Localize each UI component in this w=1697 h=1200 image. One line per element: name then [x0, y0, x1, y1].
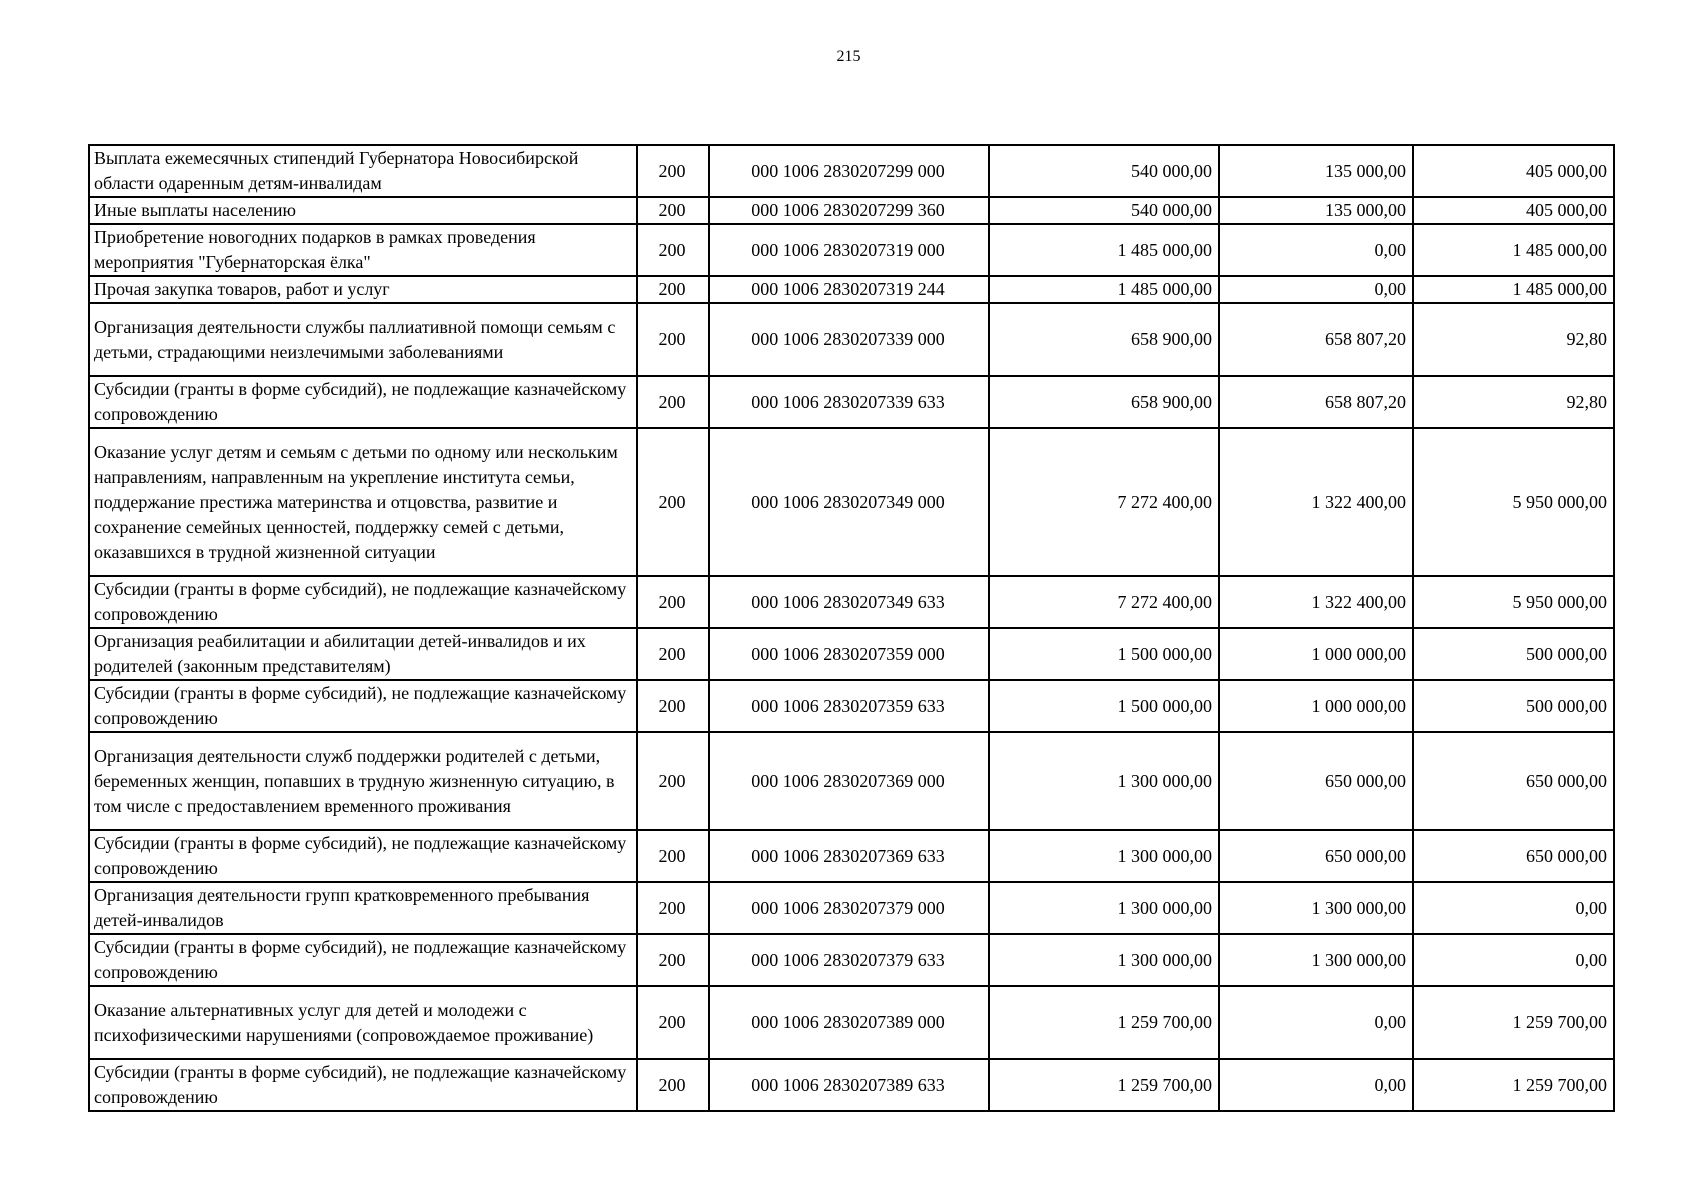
- row-approved-cell: 658 900,00: [989, 303, 1219, 376]
- row-executed-cell: 1 300 000,00: [1219, 882, 1413, 934]
- row-approved-cell: 1 300 000,00: [989, 732, 1219, 830]
- row-kbk-cell: 000 1006 2830207379 000: [709, 882, 989, 934]
- row-executed-cell: 0,00: [1219, 224, 1413, 276]
- row-remaining-cell: 405 000,00: [1413, 145, 1614, 197]
- table-row: [89, 732, 1614, 830]
- table-row: [89, 145, 1614, 197]
- row-approved-cell: 1 485 000,00: [989, 276, 1219, 303]
- row-code-cell: 200: [637, 1059, 709, 1111]
- row-approved-cell: 1 500 000,00: [989, 628, 1219, 680]
- row-name-cell: Субсидии (гранты в форме субсидий), не подлежащие казначейскому сопровождению: [89, 680, 637, 732]
- row-kbk-cell: 000 1006 2830207339 633: [709, 376, 989, 428]
- row-code-cell: 200: [637, 276, 709, 303]
- table-row: [89, 934, 1614, 986]
- row-kbk-cell: 000 1006 2830207379 633: [709, 934, 989, 986]
- row-executed-cell: 658 807,20: [1219, 376, 1413, 428]
- row-kbk-cell: 000 1006 2830207369 000: [709, 732, 989, 830]
- row-approved-cell: 1 500 000,00: [989, 680, 1219, 732]
- row-remaining-cell: 0,00: [1413, 934, 1614, 986]
- row-code-cell: 200: [637, 197, 709, 224]
- row-kbk-cell: 000 1006 2830207389 000: [709, 986, 989, 1059]
- row-executed-cell: 1 322 400,00: [1219, 576, 1413, 628]
- row-name-cell: Субсидии (гранты в форме субсидий), не подлежащие казначейскому сопровождению: [89, 830, 637, 882]
- row-code-cell: 200: [637, 576, 709, 628]
- row-remaining-cell: 5 950 000,00: [1413, 576, 1614, 628]
- row-code-cell: 200: [637, 145, 709, 197]
- row-executed-cell: 135 000,00: [1219, 145, 1413, 197]
- table-row: [89, 628, 1614, 680]
- row-remaining-cell: 1 485 000,00: [1413, 224, 1614, 276]
- budget-execution-table: [88, 144, 1615, 1112]
- table-row: [89, 428, 1614, 576]
- row-kbk-cell: 000 1006 2830207319 000: [709, 224, 989, 276]
- row-remaining-cell: 650 000,00: [1413, 732, 1614, 830]
- row-executed-cell: 0,00: [1219, 986, 1413, 1059]
- row-kbk-cell: 000 1006 2830207359 633: [709, 680, 989, 732]
- row-executed-cell: 1 322 400,00: [1219, 428, 1413, 576]
- row-kbk-cell: 000 1006 2830207389 633: [709, 1059, 989, 1111]
- row-name-cell: Оказание альтернативных услуг для детей и молодежи с психофизическими нарушениями (сопровождаемое проживание): [89, 986, 637, 1059]
- row-approved-cell: 1 300 000,00: [989, 830, 1219, 882]
- row-remaining-cell: 1 485 000,00: [1413, 276, 1614, 303]
- row-kbk-cell: 000 1006 2830207339 000: [709, 303, 989, 376]
- row-remaining-cell: 92,80: [1413, 376, 1614, 428]
- row-approved-cell: 540 000,00: [989, 197, 1219, 224]
- row-kbk-cell: 000 1006 2830207369 633: [709, 830, 989, 882]
- table-row: [89, 1059, 1614, 1111]
- row-name-cell: Организация деятельности служб поддержки родителей с детьми, беременных женщин, попавших в трудную жизненную ситуацию, в том числе с предоставлением временного проживания: [89, 732, 637, 830]
- row-code-cell: 200: [637, 934, 709, 986]
- row-code-cell: 200: [637, 830, 709, 882]
- table-row: [89, 882, 1614, 934]
- row-name-cell: Приобретение новогодних подарков в рамках проведения мероприятия "Губернаторская ёлка": [89, 224, 637, 276]
- row-remaining-cell: 5 950 000,00: [1413, 428, 1614, 576]
- row-name-cell: Иные выплаты населению: [89, 197, 637, 224]
- row-code-cell: 200: [637, 882, 709, 934]
- row-code-cell: 200: [637, 376, 709, 428]
- row-executed-cell: 658 807,20: [1219, 303, 1413, 376]
- row-code-cell: 200: [637, 628, 709, 680]
- row-remaining-cell: 650 000,00: [1413, 830, 1614, 882]
- row-code-cell: 200: [637, 303, 709, 376]
- row-code-cell: 200: [637, 680, 709, 732]
- table-row: [89, 576, 1614, 628]
- row-executed-cell: 0,00: [1219, 276, 1413, 303]
- row-name-cell: Организация реабилитации и абилитации детей-инвалидов и их родителей (законным представителям): [89, 628, 637, 680]
- row-kbk-cell: 000 1006 2830207349 000: [709, 428, 989, 576]
- row-executed-cell: 1 000 000,00: [1219, 628, 1413, 680]
- row-remaining-cell: 92,80: [1413, 303, 1614, 376]
- row-remaining-cell: 405 000,00: [1413, 197, 1614, 224]
- page-number: 215: [836, 48, 861, 65]
- table-row: [89, 986, 1614, 1059]
- row-approved-cell: 658 900,00: [989, 376, 1219, 428]
- table-row: [89, 680, 1614, 732]
- row-approved-cell: 1 300 000,00: [989, 882, 1219, 934]
- table-row: [89, 276, 1614, 303]
- row-kbk-cell: 000 1006 2830207299 360: [709, 197, 989, 224]
- row-executed-cell: 0,00: [1219, 1059, 1413, 1111]
- row-code-cell: 200: [637, 986, 709, 1059]
- row-approved-cell: 540 000,00: [989, 145, 1219, 197]
- table-row: [89, 197, 1614, 224]
- table-row: [89, 303, 1614, 376]
- row-approved-cell: 1 259 700,00: [989, 1059, 1219, 1111]
- row-approved-cell: 7 272 400,00: [989, 576, 1219, 628]
- row-name-cell: Прочая закупка товаров, работ и услуг: [89, 276, 637, 303]
- row-remaining-cell: 1 259 700,00: [1413, 986, 1614, 1059]
- row-kbk-cell: 000 1006 2830207359 000: [709, 628, 989, 680]
- row-name-cell: Субсидии (гранты в форме субсидий), не подлежащие казначейскому сопровождению: [89, 1059, 637, 1111]
- row-approved-cell: 1 259 700,00: [989, 986, 1219, 1059]
- row-name-cell: Субсидии (гранты в форме субсидий), не подлежащие казначейскому сопровождению: [89, 934, 637, 986]
- table-row: [89, 224, 1614, 276]
- row-kbk-cell: 000 1006 2830207319 244: [709, 276, 989, 303]
- row-code-cell: 200: [637, 428, 709, 576]
- row-name-cell: Выплата ежемесячных стипендий Губернатора Новосибирской области одаренным детям-инвалидам: [89, 145, 637, 197]
- table-body: [89, 145, 1614, 1111]
- row-executed-cell: 650 000,00: [1219, 830, 1413, 882]
- row-kbk-cell: 000 1006 2830207349 633: [709, 576, 989, 628]
- row-remaining-cell: 0,00: [1413, 882, 1614, 934]
- row-remaining-cell: 500 000,00: [1413, 628, 1614, 680]
- row-name-cell: Оказание услуг детям и семьям с детьми по одному или нескольким направлениям, направленным на укрепление института семьи, поддержание престижа материнства и отцовства, развитие и сохранение семейных ценностей, поддержку семей с детьми, оказавшихся в трудной жизненной ситуации: [89, 428, 637, 576]
- row-remaining-cell: 1 259 700,00: [1413, 1059, 1614, 1111]
- row-name-cell: Организация деятельности службы паллиативной помощи семьям с детьми, страдающими неизлечимыми заболеваниями: [89, 303, 637, 376]
- row-executed-cell: 135 000,00: [1219, 197, 1413, 224]
- row-executed-cell: 1 300 000,00: [1219, 934, 1413, 986]
- row-approved-cell: 7 272 400,00: [989, 428, 1219, 576]
- row-executed-cell: 650 000,00: [1219, 732, 1413, 830]
- row-approved-cell: 1 300 000,00: [989, 934, 1219, 986]
- row-code-cell: 200: [637, 224, 709, 276]
- row-code-cell: 200: [637, 732, 709, 830]
- table-row: [89, 376, 1614, 428]
- table-row: [89, 830, 1614, 882]
- row-name-cell: Субсидии (гранты в форме субсидий), не подлежащие казначейскому сопровождению: [89, 376, 637, 428]
- row-executed-cell: 1 000 000,00: [1219, 680, 1413, 732]
- row-kbk-cell: 000 1006 2830207299 000: [709, 145, 989, 197]
- row-name-cell: Организация деятельности групп кратковременного пребывания детей-инвалидов: [89, 882, 637, 934]
- row-approved-cell: 1 485 000,00: [989, 224, 1219, 276]
- row-remaining-cell: 500 000,00: [1413, 680, 1614, 732]
- row-name-cell: Субсидии (гранты в форме субсидий), не подлежащие казначейскому сопровождению: [89, 576, 637, 628]
